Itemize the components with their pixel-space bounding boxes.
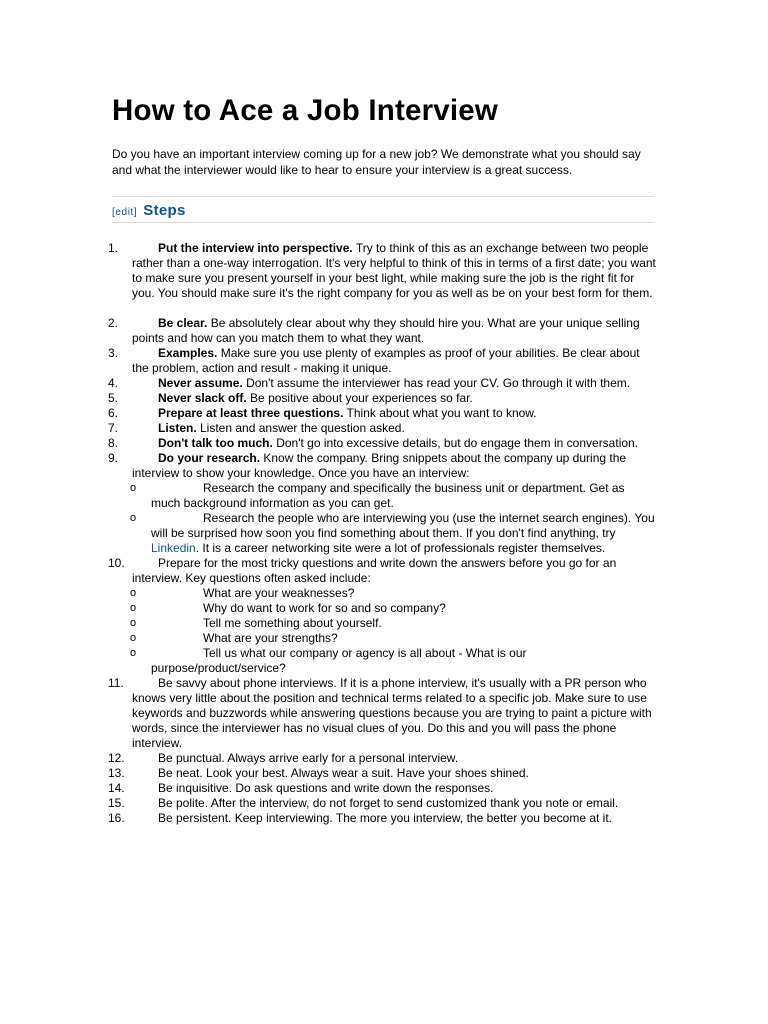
step-text: Don't assume the interviewer has read your CV. Go through it with them.	[242, 376, 631, 390]
steps-section-heading	[112, 202, 186, 219]
bullet-icon: o	[130, 632, 137, 644]
step-number: 13.	[108, 766, 125, 780]
step-item	[108, 766, 656, 781]
step-number: 8.	[108, 436, 119, 450]
step-number: 6.	[108, 406, 119, 420]
sub-item-text: Tell us what our company or agency is all about - What is our purpose/product/service?	[151, 646, 527, 675]
step-lead: Put the interview into perspective.	[158, 241, 353, 255]
step-number: 7.	[108, 421, 119, 435]
step-number: 5.	[108, 391, 119, 405]
step-text: Be persistent. Keep interviewing. The more you interview, the better you become at it.	[158, 811, 613, 825]
step-number: 16.	[108, 811, 125, 825]
sub-item-text: Research the company and specifically the business unit or department. Get as much background information as you can get.	[151, 481, 625, 510]
bullet-icon: o	[130, 617, 137, 629]
step-item	[108, 391, 656, 406]
step-lead: Examples.	[158, 346, 218, 360]
sub-item-text: Research the people who are interviewing you (use the internet search engines). You will be surprised how soon you find something about them. If you don't find anything, try	[151, 511, 655, 540]
step-item	[108, 241, 656, 301]
sub-item-text: What are your weaknesses?	[203, 586, 355, 600]
sub-list-item	[108, 511, 656, 556]
sub-list-item	[108, 586, 656, 601]
step-text: Be polite. After the interview, do not forget to send customized thank you note or email.	[158, 796, 619, 810]
sub-item-text: Tell me something about yourself.	[203, 616, 382, 630]
sub-list-item	[108, 601, 656, 616]
step-lead: Never slack off.	[158, 391, 247, 405]
bullet-icon: o	[130, 512, 137, 524]
step-item	[108, 556, 656, 586]
step-text: Be inquisitive. Do ask questions and write down the responses.	[158, 781, 494, 795]
step-item	[108, 406, 656, 421]
step-number: 3.	[108, 346, 119, 360]
step-number: 2.	[108, 316, 119, 330]
step-number: 15.	[108, 796, 125, 810]
step-text: Be absolutely clear about why they should hire you. What are your unique selling points and how can you match them to what they want.	[132, 316, 640, 345]
step-number: 10.	[108, 556, 125, 570]
step-text: Be punctual. Always arrive early for a personal interview.	[158, 751, 459, 765]
step-text: Be savvy about phone interviews. If it is a phone interview, it's usually with a PR person who knows very little about the position and technical terms related to a specific job. Make sure to use keywords and buzzwords while answering questions because you are trying to paint a picture with words, since the interviewer has no visual clues of you. Do this and you will pass the phone interview.	[132, 676, 652, 750]
sub-list-item	[108, 631, 656, 646]
bullet-icon: o	[130, 602, 137, 614]
step-lead: Prepare at least three questions.	[158, 406, 344, 420]
section-heading-steps: Steps	[143, 202, 186, 219]
sub-item-text: . It is a career networking site were a lot of professionals register themselves.	[195, 541, 606, 555]
step-number: 1.	[108, 241, 119, 255]
step-text: Don't go into excessive details, but do engage them in conversation.	[272, 436, 639, 450]
step-number: 14.	[108, 781, 125, 795]
step-text: Think about what you want to know.	[343, 406, 537, 420]
linkedin-link[interactable]: Linkedin	[151, 541, 196, 555]
sub-item-text: What are your strengths?	[203, 631, 338, 645]
step-lead: Don't talk too much.	[158, 436, 273, 450]
step-number: 4.	[108, 376, 119, 390]
page-title: How to Ace a Job Interview	[112, 94, 499, 127]
step-item	[108, 676, 656, 751]
step-number: 11.	[108, 676, 124, 690]
step-number: 9.	[108, 451, 119, 465]
section-divider-top	[112, 196, 654, 197]
step-item	[108, 316, 656, 346]
intro-paragraph: Do you have an important interview coming up for a new job? We demonstrate what you should say and what the interviewer would like to hear to ensure your interview is a great success.	[112, 147, 641, 177]
step-lead: Do your research.	[158, 451, 261, 465]
edit-link[interactable]: [edit]	[112, 207, 138, 218]
step-item	[108, 436, 656, 451]
sub-list-item	[108, 646, 656, 676]
bullet-icon: o	[130, 482, 137, 494]
step-number: 12.	[108, 751, 125, 765]
step-text: Prepare for the most tricky questions and write down the answers before you go for an interview. Key questions often asked include:	[132, 556, 617, 585]
step-lead: Be clear.	[158, 316, 208, 330]
sub-list-item	[108, 616, 656, 631]
steps-list	[108, 241, 656, 826]
step-item	[108, 451, 656, 481]
step-item	[108, 346, 656, 376]
step-item	[108, 421, 656, 436]
step-item	[108, 376, 656, 391]
step-item	[108, 751, 656, 766]
sub-list-item	[108, 481, 656, 511]
step-item	[108, 781, 656, 796]
step-text: Make sure you use plenty of examples as proof of your abilities. Be clear about the problem, action and result - making it unique.	[132, 346, 640, 375]
sub-item-text: Why do want to work for so and so company?	[203, 601, 446, 615]
section-divider-bottom	[112, 222, 654, 223]
step-text: Try to think of this as an exchange between two people rather than a one-way interrogation. It's very helpful to think of this in terms of a first date; you want to make sure you present yourself in your best light, while making sure the job is the right fit for you. You should make sure it's the right company for you as well as be on your best form for them.	[132, 241, 656, 300]
bullet-icon: o	[130, 647, 137, 659]
step-item	[108, 796, 656, 811]
step-text: Be positive about your experiences so far.	[246, 391, 473, 405]
step-item	[108, 811, 656, 826]
bullet-icon: o	[130, 587, 137, 599]
step-lead: Listen.	[158, 421, 197, 435]
step-text: Know the company. Bring snippets about the company up during the interview to show your knowledge. Once you have an interview:	[132, 451, 627, 480]
step-lead: Never assume.	[158, 376, 243, 390]
step-text: Be neat. Look your best. Always wear a suit. Have your shoes shined.	[158, 766, 529, 780]
step-text: Listen and answer the question asked.	[196, 421, 405, 435]
